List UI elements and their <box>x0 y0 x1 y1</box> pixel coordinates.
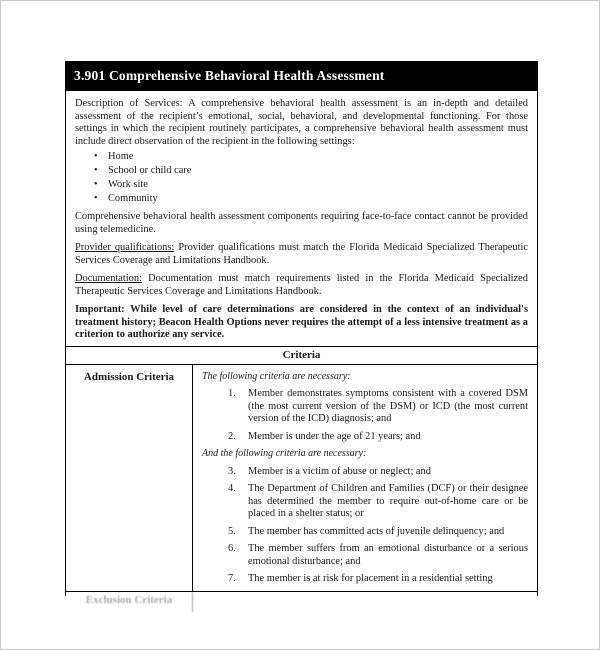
list-item <box>228 466 528 479</box>
item-text: Member is a victim of abuse or neglect; and <box>248 465 431 477</box>
list-item <box>75 178 528 191</box>
list-item <box>228 388 528 426</box>
bullet-icon: • <box>94 179 98 190</box>
bullet-icon: • <box>94 165 98 176</box>
item-text: The member has committed acts of juvenile delinquency; and <box>248 525 505 537</box>
criteria-table-header: Criteria <box>66 347 537 365</box>
list-item <box>228 483 528 521</box>
item-number: 4. <box>228 483 236 494</box>
section-title: 3.901 Comprehensive Behavioral Health Assessment <box>74 68 385 83</box>
document-page <box>65 61 538 606</box>
section-title-bar <box>66 61 537 91</box>
list-item <box>228 573 528 586</box>
item-number: 2. <box>228 430 236 442</box>
item-number: 1. <box>228 388 236 399</box>
criteria-intro: And the following criteria are necessary: <box>202 448 367 459</box>
documentation-paragraph <box>75 273 528 298</box>
exclusion-criteria-content <box>193 592 537 612</box>
list-item <box>228 526 528 539</box>
table-row <box>66 365 537 592</box>
bullet-icon: • <box>94 151 98 162</box>
exclusion-criteria-label: Exclusion Criteria <box>66 592 193 612</box>
admission-criteria-content <box>193 365 537 591</box>
list-item <box>228 543 528 568</box>
list-item <box>228 431 528 444</box>
bullet-label: Home <box>108 151 134 162</box>
admission-criteria-label: Admission Criteria <box>66 365 193 591</box>
bullet-label: School or child care <box>108 165 192 176</box>
item-text: The member is at risk for placement in a residential setting <box>248 573 493 584</box>
description-paragraph: Description of Services: A comprehensive behavioral health assessment is an in-depth and detailed assessment of the recipient’s emotional, social, behavioral, and developmental functioning. For those settings in which the recipient routinely participates, a comprehensive behavioral health assessment must include direct observation of the recipient in the following settings: <box>75 98 528 147</box>
item-number: 5. <box>228 525 236 537</box>
telemedicine-paragraph: Comprehensive behavioral health assessment components requiring face-to-face contact cannot be provided using telemedicine. <box>75 211 528 235</box>
item-text: Member demonstrates symptoms consistent with a covered DSM (the most current version of the DSM) or ICD (the most current version of the ICD) diagnosis; and <box>248 388 528 424</box>
item-text: Member is under the age of 21 years; and <box>248 430 421 442</box>
documentation-label: Documentation: <box>75 273 142 284</box>
important-paragraph: Important: While level of care determinations are considered in the context of an individual's treatment history; Beacon Health Options never requires the attempt of a less intensive treatment as a criterion to authorize any service. <box>75 304 528 340</box>
bullet-label: Work site <box>108 179 148 190</box>
item-text: The Department of Children and Families (DCF) or their designee has determined the member to require out-of-home care or be placed in a shelter status; or <box>248 483 528 519</box>
item-text: The member suffers from an emotional disturbance or a serious emotional disturbance; and <box>248 543 528 567</box>
bullet-icon: • <box>94 193 98 204</box>
bullet-label: Community <box>108 193 158 204</box>
settings-bullet-list <box>75 150 528 205</box>
list-item <box>75 192 528 205</box>
provider-qualifications-text: Provider qualifications must match the Florida Medicaid Specialized Therapeutic Services Coverage and Limitations Handbook. <box>75 242 528 266</box>
provider-qualifications-paragraph <box>75 242 528 267</box>
list-item <box>75 164 528 177</box>
item-number: 6. <box>228 543 236 554</box>
item-number: 7. <box>228 573 236 584</box>
criteria-table <box>66 346 537 612</box>
item-number: 3. <box>228 465 236 477</box>
provider-qualifications-label: Provider qualifications: <box>75 242 175 253</box>
list-item <box>75 150 528 163</box>
table-row-clipped <box>66 592 537 612</box>
criteria-intro: The following criteria are necessary: <box>202 370 351 382</box>
document-body <box>66 91 537 346</box>
documentation-text: Documentation must match requirements listed in the Florida Medicaid Specialized Therapeutic Services Coverage and Limitations Handbook. <box>75 273 528 297</box>
